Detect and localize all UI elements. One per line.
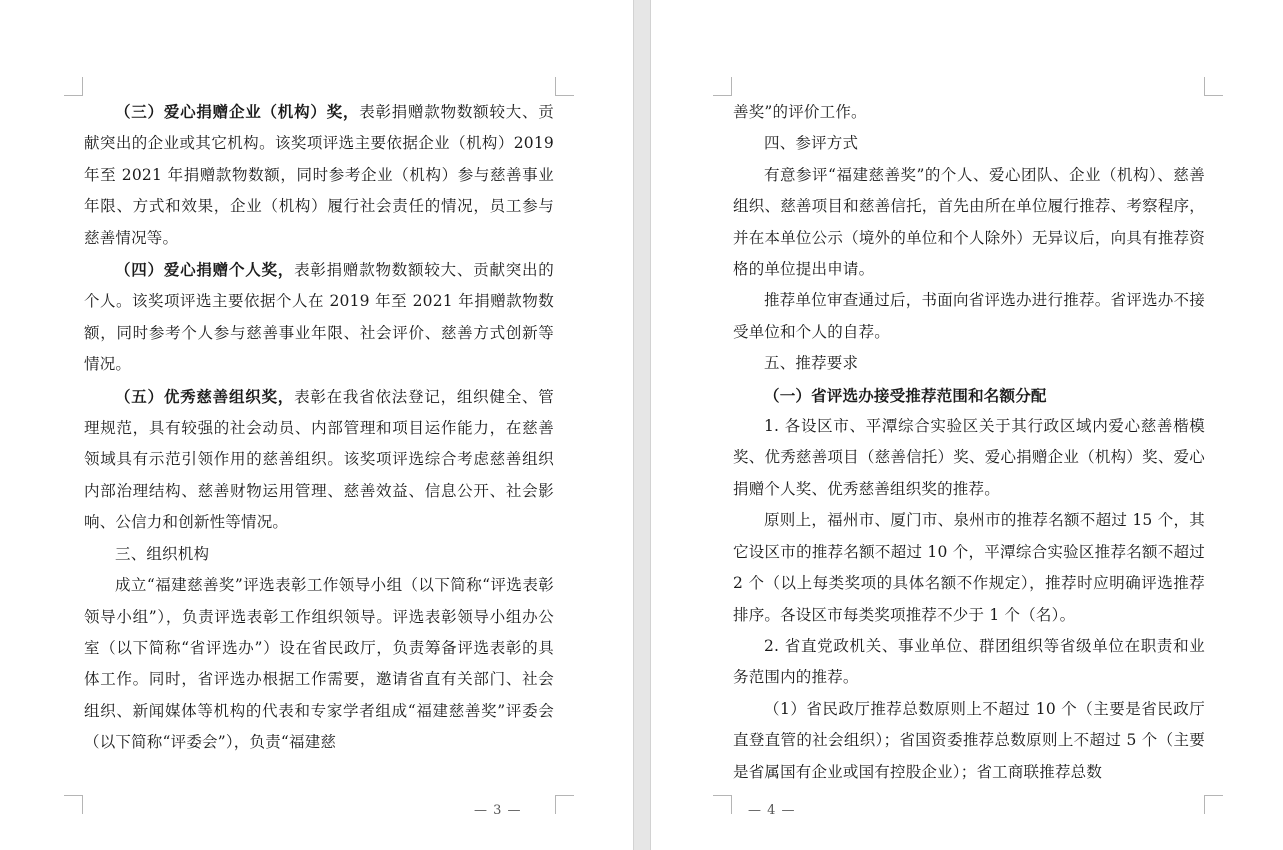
enterprise-award-title: （三）爱心捐赠企业（机构）奖， [115, 102, 360, 121]
crop-mark-top-right [555, 77, 574, 96]
paragraph-city-quota: 原则上，福州市、厦门市、泉州市的推荐名额不超过 15 个，其它设区市的推荐名额不超过 10 个，平潭综合实验区推荐名额不超过 2 个（以上每类奖项的具体名额不作规定），推荐时应明确评选推荐排序。各设区市每类奖项推荐不少于 1 个（名）。 [733, 511, 1205, 624]
crop-mark-bottom-left [713, 795, 732, 814]
document-page-3 [0, 0, 633, 850]
crop-mark-top-right [1204, 77, 1223, 96]
page-4-body [733, 97, 1205, 788]
document-page-4 [651, 0, 1283, 850]
section-heading-recommendation-requirements: 五、推荐要求 [764, 354, 859, 373]
paragraph-continuation: 善奖”的评价工作。 [733, 103, 867, 121]
paragraph-organization-award [84, 381, 554, 539]
page-3-body [84, 96, 554, 759]
organization-award-text: 表彰在我省依法登记，组织健全、管理规范，具有较强的社会动员、内部管理和项目运作能力，在慈善领域具有示范引领作用的慈善组织。该奖项评选综合考虑慈善组织内部治理结构、慈善财物运用管理、慈善效益、信息公开、社会影响、公信力和创新性等情况。 [84, 387, 555, 532]
paragraph-recommendation-review: 推荐单位审查通过后，书面向省评选办进行推荐。省评选办不接受单位和个人的自荐。 [733, 291, 1205, 341]
page-number: — 4 — [748, 803, 796, 818]
individual-award-title: （四）爱心捐赠个人奖， [115, 260, 295, 280]
paragraph-leadership-group: 成立“福建慈善奖”评选表彰工作领导小组（以下简称“评选表彰领导小组”），负责评选表彰工作组织领导。评选表彰领导小组办公室（以下简称“省评选办”）设在省民政厅，负责筹备评选表彰的具体工作。同时，省评选办根据工作需要，邀请省直有关部门、社会组织、新闻媒体等机构的代表和专家学者组成“福建慈善奖”评委会（以下简称“评委会”），负责“福建慈 [84, 576, 554, 752]
individual-award-text: 表彰捐赠款物数额较大、贡献突出的个人。该奖项评选主要依据个人在 2019 年至 2021 年捐赠款物数额，同时参考个人参与慈善事业年限、社会评价、慈善方式创新等情况。 [84, 261, 555, 374]
section-heading-organization: 三、组织机构 [115, 544, 210, 563]
crop-mark-bottom-right [555, 795, 574, 814]
organization-award-title: （五）优秀慈善组织奖， [115, 386, 295, 406]
section-heading-application-method: 四、参评方式 [764, 134, 859, 153]
paragraph-individual-award [84, 254, 554, 381]
paragraph-provincial-units: 2. 省直党政机关、事业单位、群团组织等省级单位在职责和业务范围内的推荐。 [733, 636, 1205, 687]
crop-mark-bottom-left [64, 795, 83, 814]
crop-mark-top-left [64, 77, 83, 96]
page-number: — 3 — [474, 803, 522, 818]
crop-mark-bottom-right [1204, 795, 1223, 814]
paragraph-provincial-quota: （1）省民政厅推荐总数原则上不超过 10 个（主要是省民政厅直登直管的社会组织）；省国资委推荐总数原则上不超过 5 个（主要是省属国有企业或国有控股企业）；省工商联推荐总数 [733, 699, 1205, 781]
paragraph-city-recommendation: 1. 各设区市、平潭综合实验区关于其行政区域内爱心慈善楷模奖、优秀慈善项目（慈善信托）奖、爱心捐赠企业（机构）奖、爱心捐赠个人奖、优秀慈善组织奖的推荐。 [733, 417, 1205, 498]
crop-mark-top-left [713, 77, 732, 96]
subsection-heading-quota: （一）省评选办接受推荐范围和名额分配 [764, 385, 1047, 405]
paragraph-enterprise-award [84, 96, 554, 254]
enterprise-award-text: 表彰捐赠款物数额较大、贡献突出的企业或其它机构。该奖项评选主要依据企业（机构）2019 年至 2021 年捐赠款物数额，同时参考企业（机构）参与慈善事业年限、方式和效果，企业（机构）履行社会责任的情况，员工参与慈善情况等。 [84, 103, 554, 247]
paragraph-application-process: 有意参评“福建慈善奖”的个人、爱心团队、企业（机构）、慈善组织、慈善项目和慈善信托，首先由所在单位履行推荐、考察程序，并在本单位公示（境外的单位和个人除外）无异议后，向具有推荐资格的单位提出申请。 [733, 165, 1205, 279]
page-gutter [633, 0, 651, 850]
